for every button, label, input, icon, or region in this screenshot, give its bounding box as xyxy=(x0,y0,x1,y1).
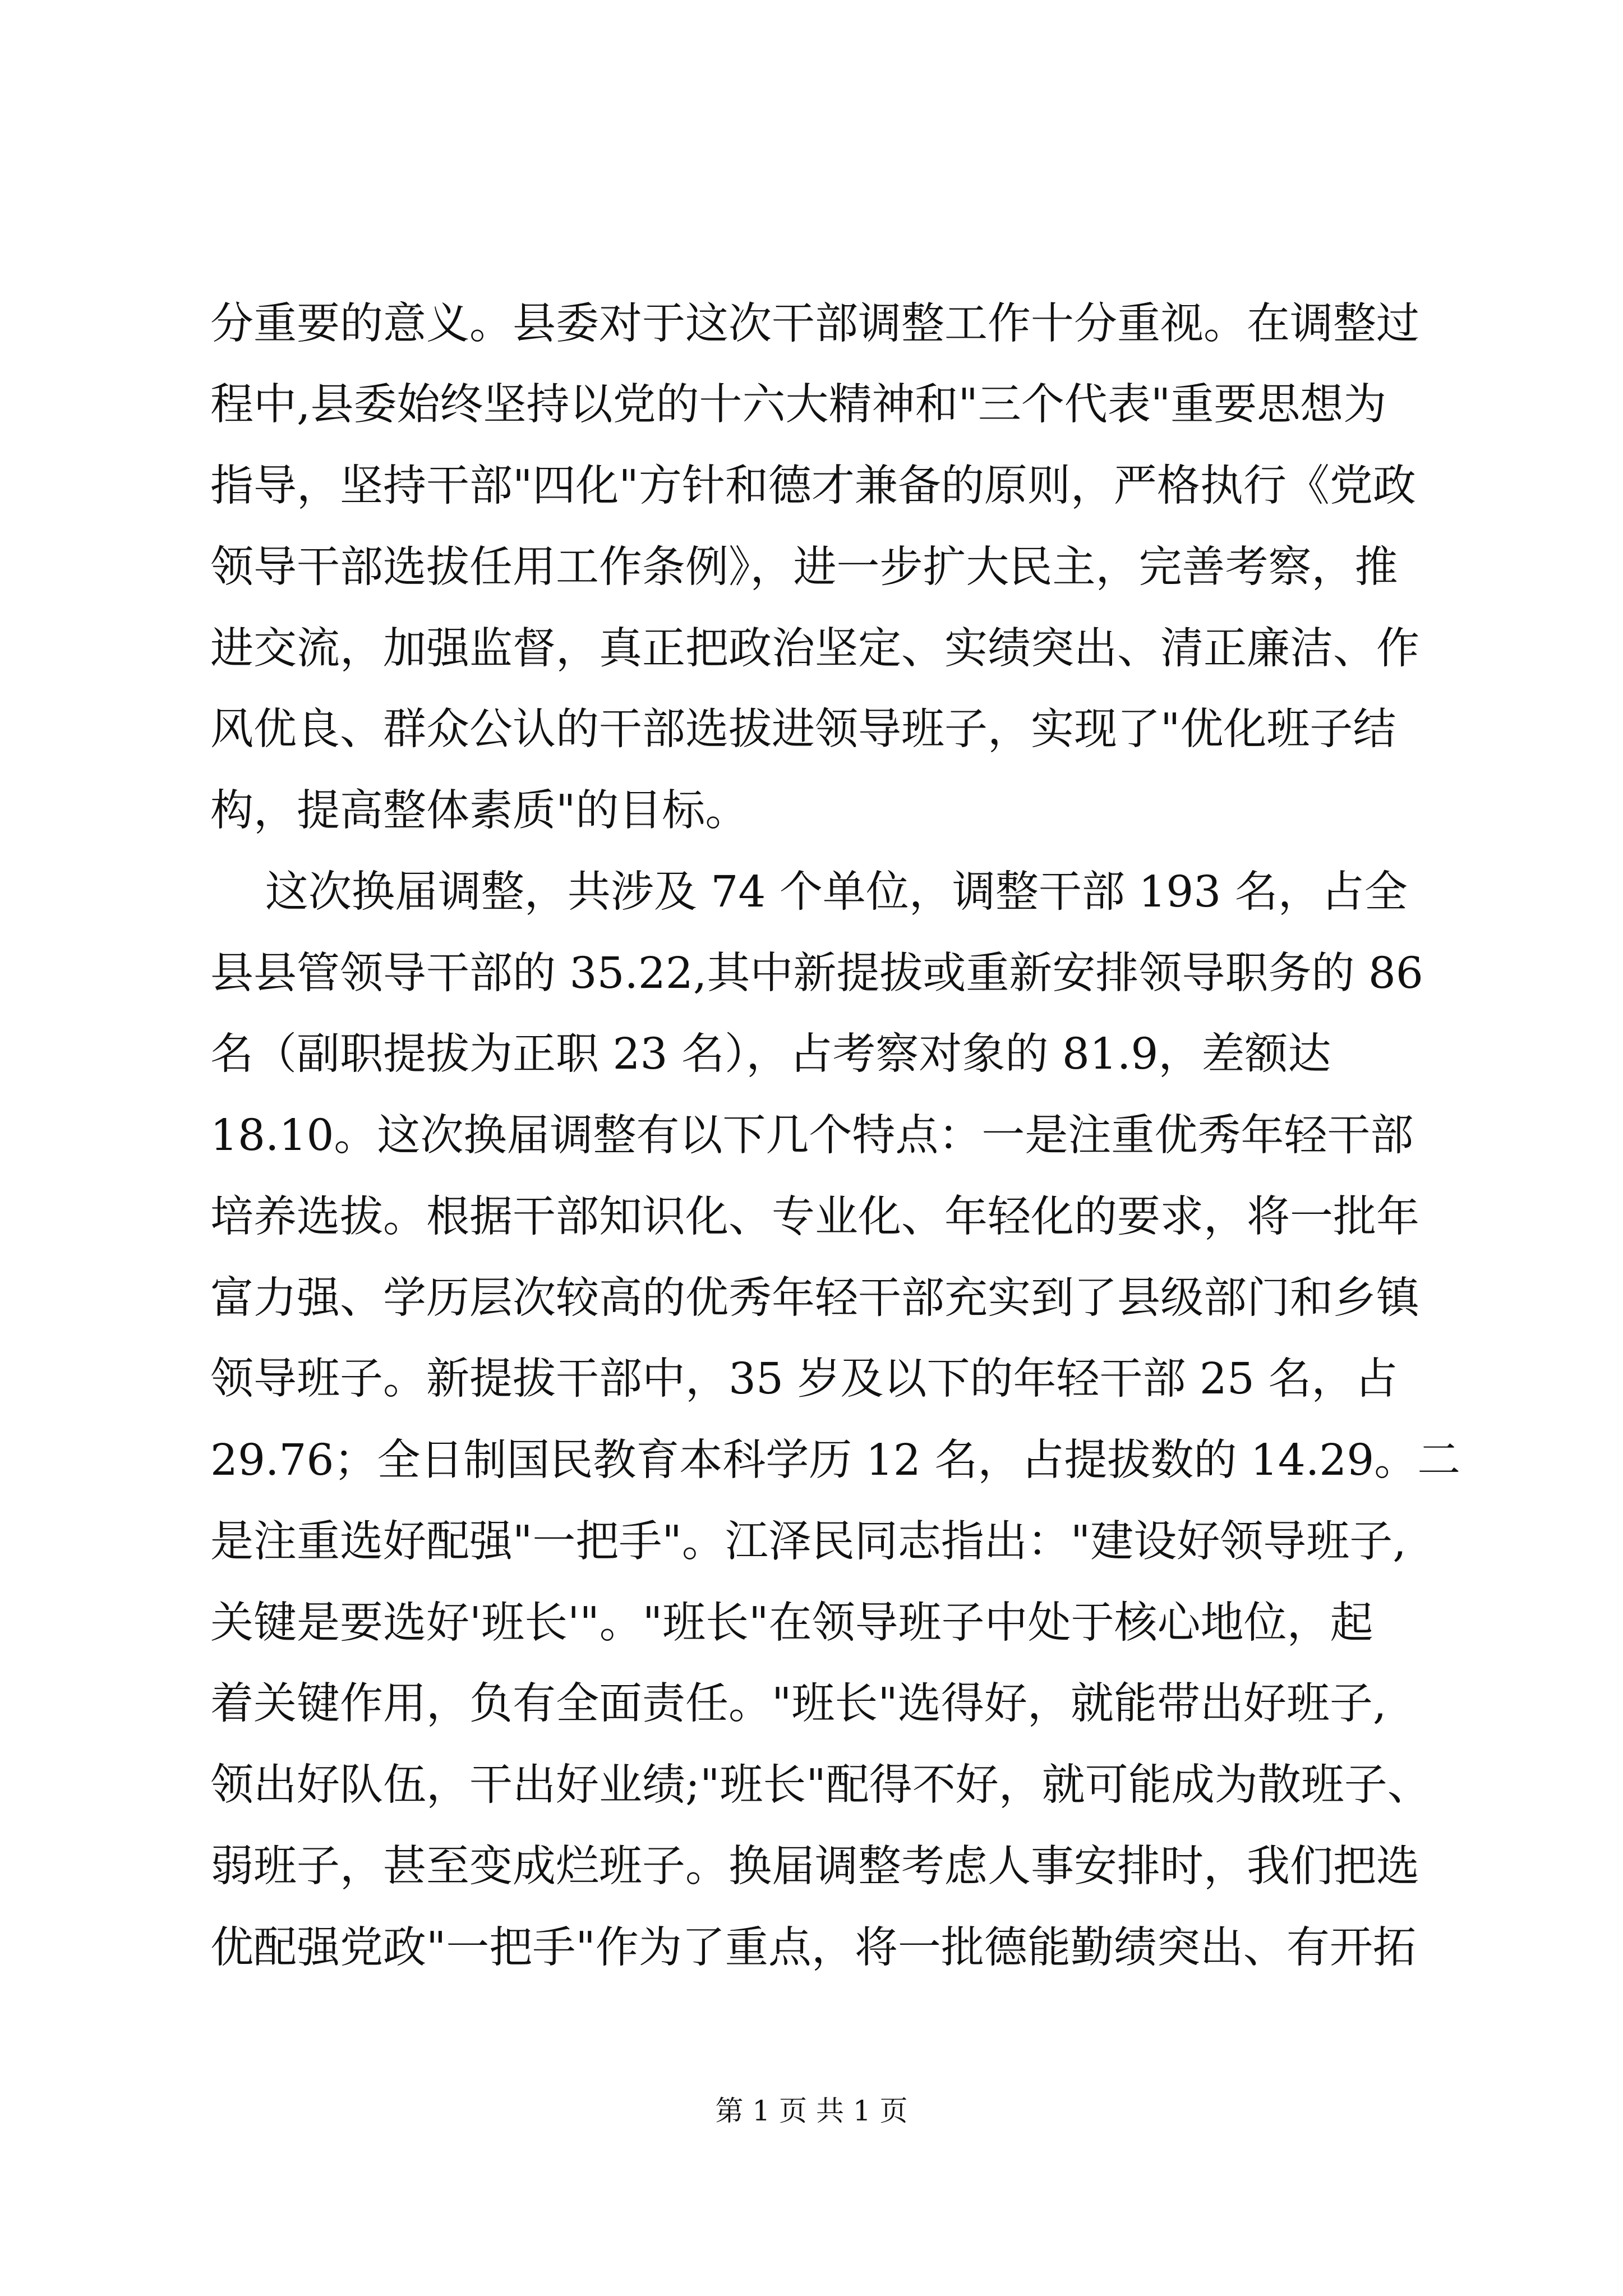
page-footer: 第 1 页 共 1 页 xyxy=(715,2095,908,2127)
body-text-line: 领导干部选拔任用工作条例》，进一步扩大民主，完善考察，推 xyxy=(210,542,1398,592)
body-text-line: 弱班子，甚至变成烂班子。换届调整考虑人事安排时，我们把选 xyxy=(210,1842,1419,1892)
body-text-line: 这次换届调整，共涉及 74 个单位，调整干部 193 名，占全 xyxy=(210,867,1408,917)
body-text-line: 领出好队伍，干出好业绩;"班长"配得不好，就可能成为散班子、 xyxy=(210,1760,1431,1810)
body-text-line: 进交流，加强监督，真正把政治坚定、实绩突出、清正廉洁、作 xyxy=(210,624,1419,674)
body-text-line: 18.10。这次换届调整有以下几个特点：一是注重优秀年轻干部 xyxy=(210,1111,1414,1161)
body-text-line: 名（副职提拔为正职 23 名），占考察对象的 81.9，差额达 xyxy=(210,1029,1331,1079)
body-text-line: 构，提高整体素质"的目标。 xyxy=(210,786,749,836)
body-text-line: 县县管领导干部的 35.22,其中新提拔或重新安排领导职务的 86 xyxy=(210,949,1423,999)
body-text-line: 程中,县委始终坚持以党的十六大精神和"三个代表"重要思想为 xyxy=(210,380,1387,430)
body-text-line: 着关键作用，负有全面责任。"班长"选得好，就能带出好班子, xyxy=(210,1679,1387,1729)
body-text-line: 分重要的意义。县委对于这次干部调整工作十分重视。在调整过 xyxy=(210,299,1419,349)
body-text-line: 富力强、学历层次较高的优秀年轻干部充实到了县级部门和乡镇 xyxy=(210,1273,1419,1323)
body-text-line: 指导，坚持干部"四化"方针和德才兼备的原则，严格执行《党政 xyxy=(210,461,1416,511)
body-text-line: 风优良、群众公认的干部选拔进领导班子，实现了"优化班子结 xyxy=(210,705,1396,754)
body-text-line: 领导班子。新提拔干部中，35 岁及以下的年轻干部 25 名，占 xyxy=(210,1354,1398,1404)
body-text-line: 关键是要选好'班长'"。"班长"在领导班子中处于核心地位，起 xyxy=(210,1598,1373,1648)
body-text-line: 是注重选好配强"一把手"。江泽民同志指出："建设好领导班子, xyxy=(210,1517,1407,1567)
body-text-line: 优配强党政"一把手"作为了重点，将一批德能勤绩突出、有开拓 xyxy=(210,1923,1416,1973)
body-text-line: 培养选拔。根据干部知识化、专业化、年轻化的要求，将一批年 xyxy=(210,1192,1419,1242)
body-text-line: 29.76；全日制国民教育本科学历 12 名，占提拔数的 14.29。二 xyxy=(210,1435,1461,1485)
